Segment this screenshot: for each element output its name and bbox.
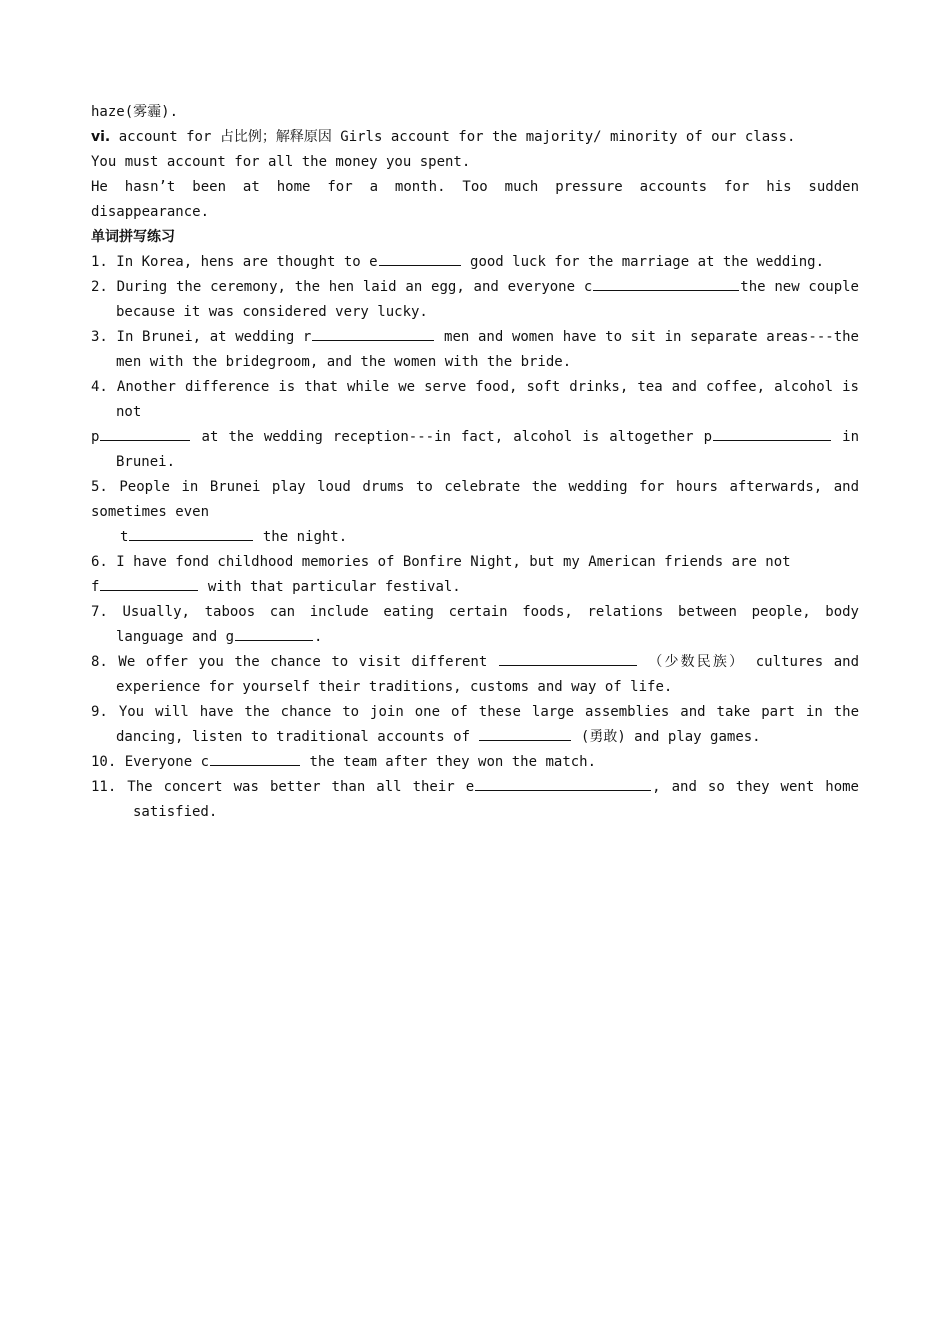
item-11-blank[interactable] <box>475 775 651 791</box>
item-6-line-2 <box>91 575 859 600</box>
item-5-line-3 <box>120 525 888 550</box>
item-2-text-a: 2. During the ceremony, the hen laid an egg, and everyone c <box>91 279 593 295</box>
item-1-blank[interactable] <box>379 250 461 266</box>
item-8-line-2: experience for yourself their traditions, customs and way of life. <box>116 679 673 695</box>
item-9-text-c: (勇敢) and play games. <box>580 729 761 745</box>
intro-line-3: You must account for all the money you spent. <box>91 154 471 170</box>
item-11-line-1 <box>91 775 859 800</box>
item-9-blank[interactable] <box>479 725 571 741</box>
item-4-text-d: at the wedding reception---in fact, alcohol is altogether p <box>201 429 713 445</box>
item-4-line-1: 4. Another difference is that while we serve food, soft drinks, tea and coffee, alcohol is <box>91 379 859 395</box>
item-7-text-b: language and g <box>116 629 235 645</box>
item-3-line-2: men with the bridegroom, and the women with the bride. <box>116 354 572 370</box>
part-of-speech-label: vi. <box>91 129 111 145</box>
item-11-text-b: , and so they went home <box>652 779 859 795</box>
intro-line-4: He hasn’t been at home for a month. Too much pressure accounts for his sudden <box>91 179 859 195</box>
item-2-line-1 <box>91 275 859 300</box>
item-7-blank[interactable] <box>235 625 313 641</box>
item-4-blank-1[interactable] <box>100 425 190 441</box>
item-7-line-1: 7. Usually, taboos can include eating certain foods, relations between people, body <box>91 604 859 620</box>
item-4-line-4: Brunei. <box>116 454 176 470</box>
item-5-text-c: t <box>120 529 129 545</box>
item-8-text-b: （少数民族） cultures and <box>648 654 859 670</box>
item-5-line-2: sometimes even <box>91 504 210 520</box>
item-4-text-c: p <box>91 429 100 445</box>
item-5-text-d: the night. <box>262 529 348 545</box>
item-10-blank[interactable] <box>210 750 300 766</box>
item-9-text-b: dancing, listen to traditional accounts of <box>116 729 471 745</box>
item-2-text-b: the new couple <box>740 279 859 295</box>
item-7-text-c: . <box>314 629 323 645</box>
intro-line-1: haze(雾霾). <box>91 104 179 120</box>
item-5-line-1: 5. People in Brunei play loud drums to celebrate the wedding for hours afterwards, and <box>91 479 859 495</box>
item-1-line <box>91 250 859 275</box>
item-3-blank[interactable] <box>312 325 434 341</box>
item-5-blank[interactable] <box>129 525 253 541</box>
item-8-blank[interactable] <box>499 650 637 666</box>
intro-line-5: disappearance. <box>91 204 210 220</box>
intro-line-2 <box>91 125 859 150</box>
item-10-line <box>91 750 859 775</box>
item-1-text-b: good luck for the marriage at the wedding. <box>470 254 825 270</box>
item-4-line-2: not <box>116 404 142 420</box>
item-10-text-a: 10. Everyone c <box>91 754 210 770</box>
item-6-line-1: 6. I have fond childhood memories of Bonfire Night, but my American friends are not <box>91 554 791 570</box>
item-4-line-3 <box>91 425 859 450</box>
intro-line-2-text: account for 占比例；解释原因 Girls account for the majority/ minority of our class. <box>118 129 796 145</box>
item-6-text-c: with that particular festival. <box>207 579 461 595</box>
item-3-line-1 <box>91 325 859 350</box>
item-6-text-b: f <box>91 579 100 595</box>
item-6-blank[interactable] <box>100 575 198 591</box>
item-11-text-a: 11. The concert was better than all their e <box>91 779 475 795</box>
item-1-text-a: 1. In Korea, hens are thought to e <box>91 254 378 270</box>
item-11-line-2: satisfied. <box>133 804 218 820</box>
item-8-text-a: 8. We offer you the chance to visit different <box>91 654 488 670</box>
item-8-line-1 <box>91 650 859 675</box>
item-9-line-2 <box>116 725 859 750</box>
item-4-blank-2[interactable] <box>713 425 831 441</box>
item-3-text-a: 3. In Brunei, at wedding r <box>91 329 312 345</box>
item-10-text-b: the team after they won the match. <box>309 754 597 770</box>
item-3-text-b: men and women have to sit in separate areas---the <box>444 329 859 345</box>
item-7-line-2 <box>116 625 859 650</box>
item-9-line-1: 9. You will have the chance to join one of these large assemblies and take part in the <box>91 704 859 720</box>
item-4-text-e: in <box>842 429 860 445</box>
item-2-line-2: because it was considered very lucky. <box>116 304 428 320</box>
section-title: 单词拼写练习 <box>91 229 175 245</box>
item-2-blank[interactable] <box>593 275 739 291</box>
